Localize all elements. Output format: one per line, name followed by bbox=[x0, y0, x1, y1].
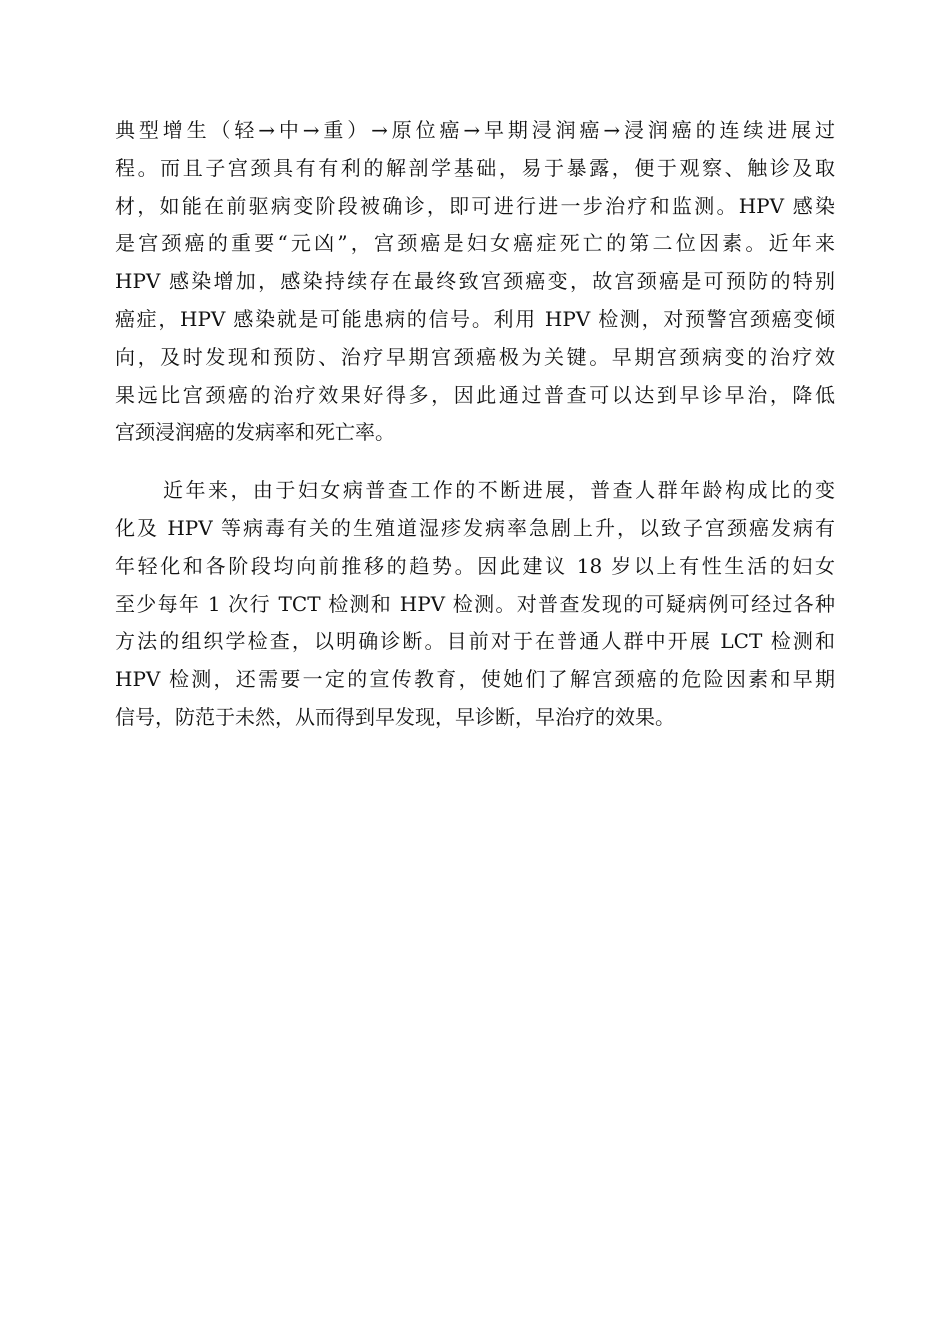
text-line: 至少每年 1 次行 TCT 检测和 HPV 检测。对普查发现的可疑病例可经过各种 bbox=[115, 591, 835, 616]
text-line: 果远比宫颈癌的治疗效果好得多，因此通过普查可以达到早诊早治，降低 bbox=[115, 382, 835, 407]
text-line: 年轻化和各阶段均向前推移的趋势。因此建议 18 岁以上有性生活的妇女 bbox=[115, 553, 835, 578]
text-line: HPV 检测，还需要一定的宣传教育，使她们了解宫颈癌的危险因素和早期 bbox=[115, 667, 835, 692]
text-line: HPV 感染增加，感染持续存在最终致宫颈癌变，故宫颈癌是可预防的特别 bbox=[115, 269, 835, 294]
paragraph-2 bbox=[115, 472, 835, 737]
text-line: 近年来，由于妇女病普查工作的不断进展，普查人群年龄构成比的变 bbox=[163, 478, 835, 503]
text-line: 程。而且子宫颈具有有利的解剖学基础，易于暴露，便于观察、触诊及取 bbox=[115, 155, 835, 180]
text-line: 向，及时发现和预防、治疗早期宫颈癌极为关键。早期宫颈病变的治疗效 bbox=[115, 344, 835, 369]
text-line: 方法的组织学检查，以明确诊断。目前对于在普通人群中开展 LCT 检测和 bbox=[115, 629, 835, 654]
text-line: 化及 HPV 等病毒有关的生殖道湿疹发病率急剧上升，以致子宫颈癌发病有 bbox=[115, 515, 835, 540]
text-line: 宫颈浸润癌的发病率和死亡率。 bbox=[115, 420, 395, 445]
document-body bbox=[115, 112, 835, 737]
text-line: 信号，防范于未然，从而得到早发现，早诊断，早治疗的效果。 bbox=[115, 704, 675, 729]
paragraph-1 bbox=[115, 112, 835, 452]
text-line: 典型增生（轻→中→重）→原位癌→早期浸润癌→浸润癌的连续进展过 bbox=[115, 118, 835, 142]
text-line: 是宫颈癌的重要“元凶”，宫颈癌是妇女癌症死亡的第二位因素。近年来 bbox=[115, 231, 835, 256]
text-line: 癌症，HPV 感染就是可能患病的信号。利用 HPV 检测，对预警宫颈癌变倾 bbox=[115, 306, 835, 331]
text-line: 材，如能在前驱病变阶段被确诊，即可进行进一步治疗和监测。HPV 感染 bbox=[115, 193, 835, 218]
